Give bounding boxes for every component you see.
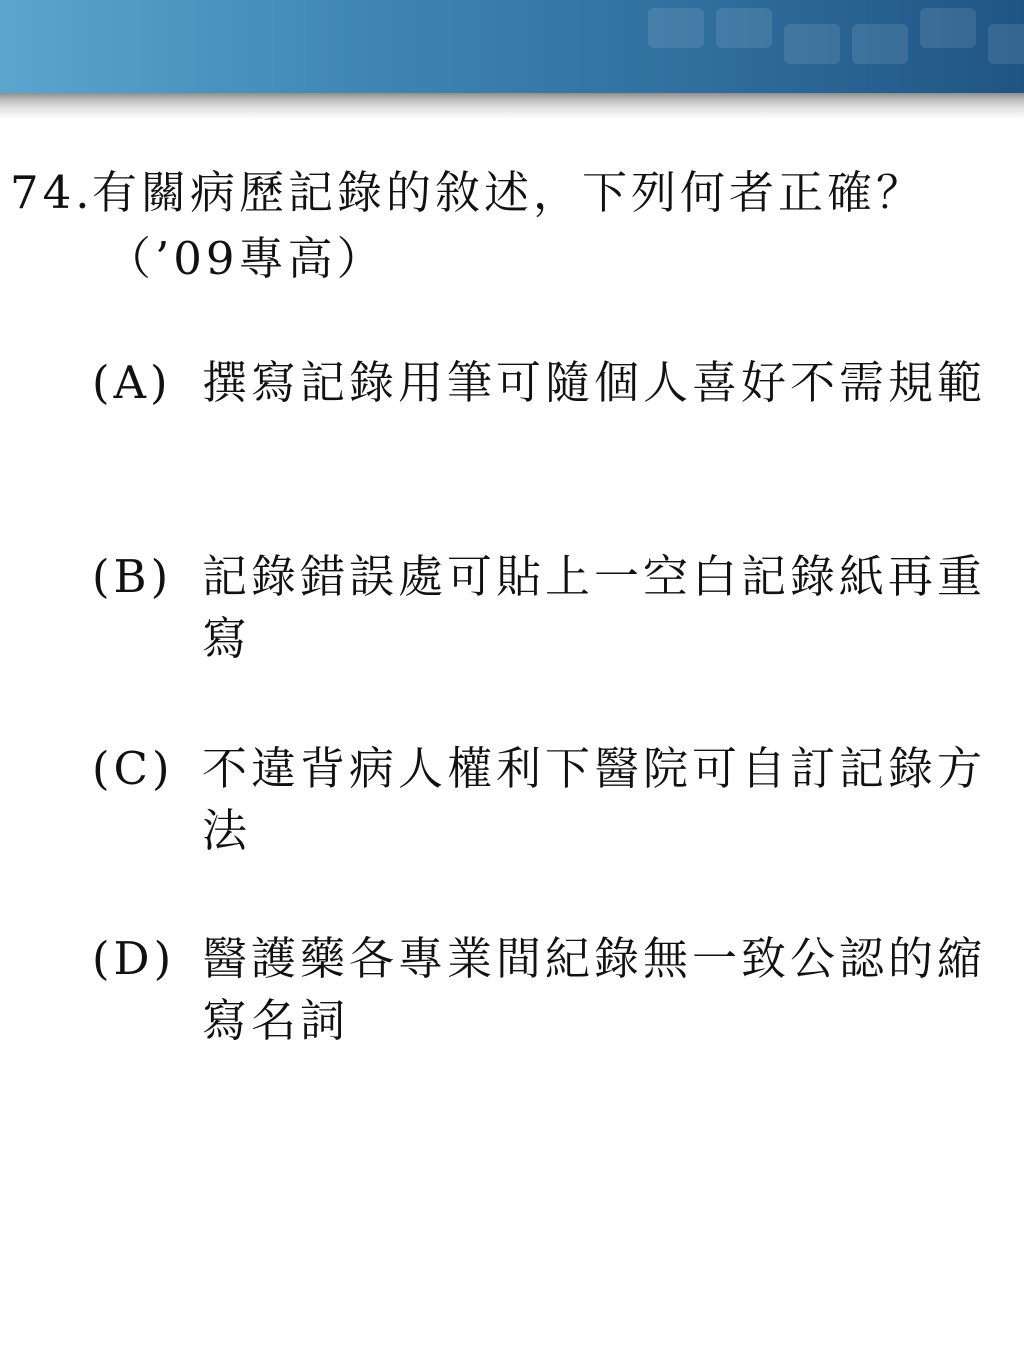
header-decor-tile [716,8,772,48]
option-a [92,352,1002,414]
option-label: (D) [92,932,176,985]
header-divider [0,93,1024,119]
question-source: （’09專高） [106,232,386,285]
option-label: (A) [92,356,172,409]
option-c [92,738,1002,862]
option-text: 撰寫記錄用筆可隨個人喜好不需規範 [202,356,987,409]
option-text: 不違背病人權利下醫院可自訂記錄方法 [202,742,987,857]
header-decor-tile [784,24,840,64]
header-decor-tile [920,8,976,48]
header-decor-tile [648,8,704,48]
header-banner [0,0,1024,93]
header-decor-tile [988,24,1024,64]
question-block [10,160,1000,292]
option-label: (C) [92,742,174,795]
option-b [92,546,1002,670]
option-text: 醫護藥各專業間紀錄無一致公認的縮寫名詞 [202,932,987,1047]
question-number: 74. [10,166,94,219]
option-label: (B) [92,550,173,603]
header-decor-tile [852,24,908,64]
option-d [92,928,1002,1052]
option-text: 記錄錯誤處可貼上一空白記錄紙再重寫 [202,550,987,665]
question-text: 有關病歷記錄的敘述，下列何者正確？ [92,166,926,219]
